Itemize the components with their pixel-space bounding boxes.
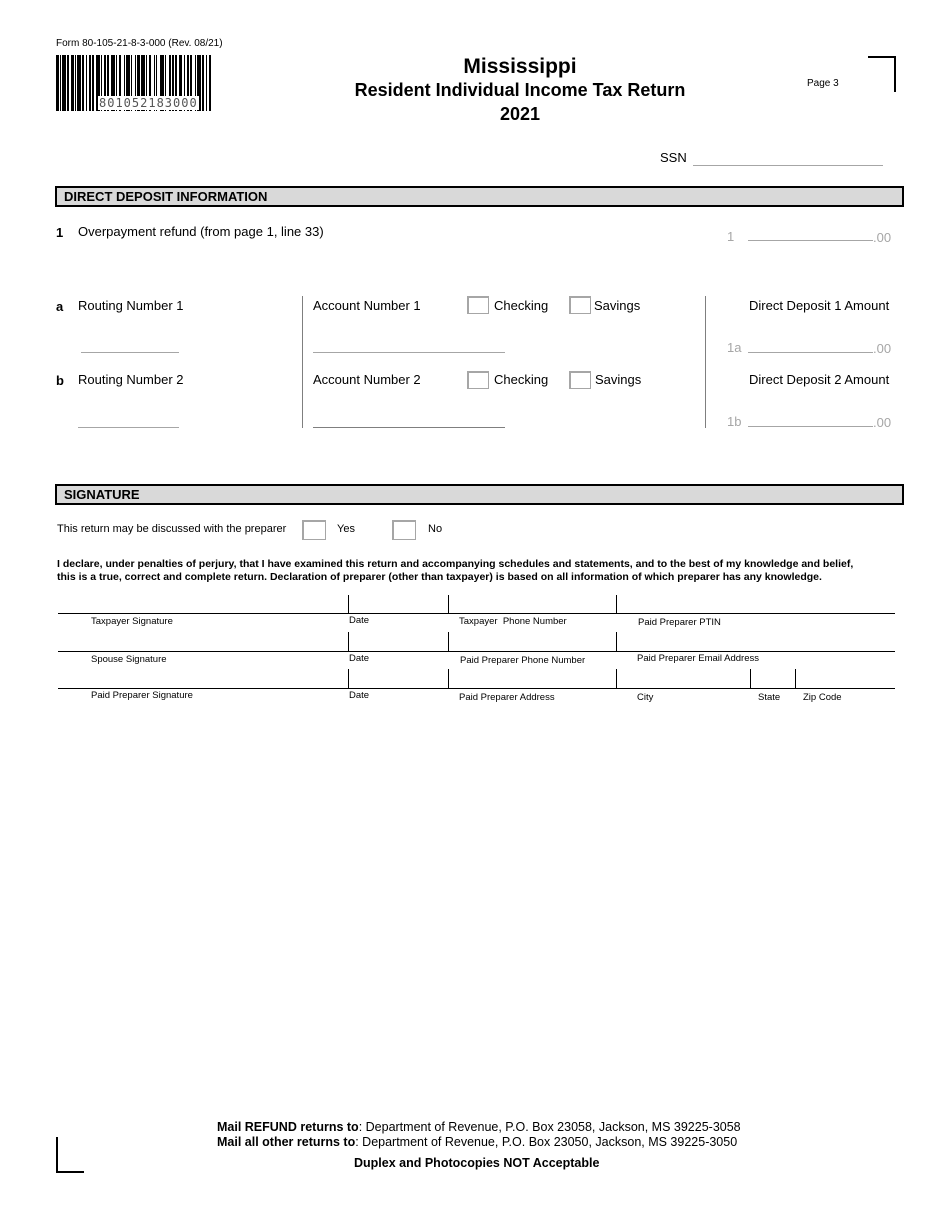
spouse-date-label: Date — [349, 653, 370, 664]
row-b-letter: b — [56, 373, 64, 388]
signature-header: SIGNATURE — [55, 484, 904, 505]
direct-deposit-2-amount-field[interactable] — [748, 426, 873, 427]
signature-row-1-line — [58, 613, 895, 614]
checking-2-label: Checking — [494, 372, 549, 387]
declaration-line-1: I declare, under penalties of perjury, that I have examined this return and accompanying schedules and statements, and to the best of my knowledge and belief, — [57, 558, 854, 570]
savings-1-checkbox[interactable] — [569, 296, 591, 314]
preparer-address-label: Paid Preparer Address — [459, 692, 555, 703]
state-label: State — [758, 692, 781, 703]
page-number: Page 3 — [807, 78, 839, 89]
registration-mark-bottom-left — [56, 1137, 84, 1173]
taxpayer-phone-field[interactable] — [450, 595, 616, 613]
line-1-amount-field[interactable] — [748, 240, 873, 241]
preparer-email-field[interactable] — [618, 632, 895, 651]
mail-other-address: : Department of Revenue, P.O. Box 23050, Jackson, MS 39225-3050 — [355, 1135, 738, 1149]
photocopy-notice: Duplex and Photocopies NOT Acceptable — [354, 1156, 600, 1170]
state-field[interactable] — [752, 669, 795, 688]
preparer-phone-label: Paid Preparer Phone Number — [460, 655, 586, 666]
spouse-signature-label: Spouse Signature — [91, 654, 167, 665]
direct-deposit-header: DIRECT DEPOSIT INFORMATION — [55, 186, 904, 207]
preparer-phone-field[interactable] — [450, 632, 616, 651]
deposit-divider-left — [302, 296, 303, 428]
discuss-yes-label: Yes — [337, 523, 355, 535]
preparer-address-field[interactable] — [450, 669, 616, 688]
discuss-no-label: No — [428, 523, 443, 535]
spouse-date-field[interactable] — [350, 632, 448, 651]
preparer-signature-field[interactable] — [58, 669, 348, 688]
sig-divider — [348, 632, 349, 651]
sig-divider — [795, 669, 796, 688]
mail-other-label: Mail all other returns to — [217, 1135, 356, 1149]
sig-divider — [348, 595, 349, 613]
row-a-letter: a — [56, 299, 64, 314]
signature-row-3-line — [58, 688, 895, 689]
registration-mark-top-right — [868, 56, 896, 92]
checking-1-checkbox[interactable] — [467, 296, 489, 314]
taxpayer-signature-field[interactable] — [58, 595, 348, 613]
form-title: Resident Individual Income Tax Return — [354, 80, 686, 100]
taxpayer-date-label: Date — [349, 615, 370, 626]
city-label: City — [637, 692, 654, 703]
taxpayer-phone-label: Taxpayer Phone Number — [459, 616, 567, 627]
direct-deposit-1-amount-label: Direct Deposit 1 Amount — [749, 298, 890, 313]
account-number-2-label: Account Number 2 — [313, 372, 421, 387]
line-1b-ref: 1b — [727, 414, 742, 429]
barcode-number: 801052183000 — [99, 96, 198, 110]
line-1a-ref: 1a — [727, 340, 742, 355]
direct-deposit-1-amount-field[interactable] — [748, 352, 873, 353]
line-1-number: 1 — [56, 225, 64, 240]
taxpayer-date-field[interactable] — [350, 595, 448, 613]
preparer-ptin-field[interactable] — [618, 595, 895, 613]
checking-2-checkbox[interactable] — [467, 371, 489, 389]
deposit-divider-right — [705, 296, 706, 428]
discuss-no-checkbox[interactable] — [392, 520, 416, 540]
account-number-2-field[interactable] — [313, 427, 505, 428]
savings-2-checkbox[interactable] — [569, 371, 591, 389]
routing-number-1-label: Routing Number 1 — [78, 298, 184, 313]
sig-divider — [448, 632, 449, 651]
city-field[interactable] — [618, 669, 750, 688]
discuss-with-preparer-label: This return may be discussed with the preparer — [57, 523, 287, 535]
sig-divider — [348, 669, 349, 688]
line-1-label: Overpayment refund (from page 1, line 33) — [78, 224, 324, 239]
line-1a-cents: .00 — [873, 341, 892, 356]
preparer-signature-label: Paid Preparer Signature — [91, 690, 193, 701]
mail-refund-line — [217, 1120, 741, 1134]
savings-2-label: Savings — [595, 372, 642, 387]
signature-row-2-line — [58, 651, 895, 652]
sig-divider — [616, 595, 617, 613]
sig-divider — [448, 595, 449, 613]
mail-other-line — [217, 1135, 737, 1149]
direct-deposit-2-amount-label: Direct Deposit 2 Amount — [749, 372, 890, 387]
checking-1-label: Checking — [494, 298, 549, 313]
preparer-date-field[interactable] — [350, 669, 448, 688]
ssn-field[interactable] — [693, 165, 883, 166]
form-state: Mississippi — [463, 55, 577, 78]
account-number-1-label: Account Number 1 — [313, 298, 421, 313]
taxpayer-signature-label: Taxpayer Signature — [91, 616, 173, 627]
sig-divider — [750, 669, 751, 688]
form-year: 2021 — [499, 104, 541, 124]
savings-1-label: Savings — [594, 298, 641, 313]
sig-divider — [616, 632, 617, 651]
preparer-ptin-label: Paid Preparer PTIN — [638, 617, 721, 628]
routing-number-2-field[interactable] — [78, 427, 179, 428]
routing-number-1-field[interactable] — [81, 352, 179, 353]
account-number-1-field[interactable] — [313, 352, 505, 353]
line-1-cents: .00 — [873, 230, 892, 245]
zip-code-field[interactable] — [797, 669, 895, 688]
mail-refund-address: : Department of Revenue, P.O. Box 23058, Jackson, MS 39225-3058 — [358, 1120, 741, 1134]
preparer-date-label: Date — [349, 690, 370, 701]
mail-refund-label: Mail REFUND returns to — [217, 1120, 359, 1134]
discuss-yes-checkbox[interactable] — [302, 520, 326, 540]
perjury-declaration — [57, 558, 897, 584]
line-1b-cents: .00 — [873, 415, 892, 430]
declaration-line-2: this is a true, correct and complete return. Declaration of preparer (other than taxpayer) is based on all information of which preparer has any knowledge. — [57, 571, 822, 583]
sig-divider — [616, 669, 617, 688]
form-id: Form 80-105-21-8-3-000 (Rev. 08/21) — [56, 38, 223, 49]
sig-divider — [448, 669, 449, 688]
line-1-ref: 1 — [727, 229, 735, 244]
spouse-signature-field[interactable] — [58, 632, 348, 651]
zip-code-label: Zip Code — [803, 692, 842, 703]
routing-number-2-label: Routing Number 2 — [78, 372, 184, 387]
preparer-email-label: Paid Preparer Email Address — [637, 653, 759, 664]
ssn-label: SSN — [660, 150, 687, 165]
